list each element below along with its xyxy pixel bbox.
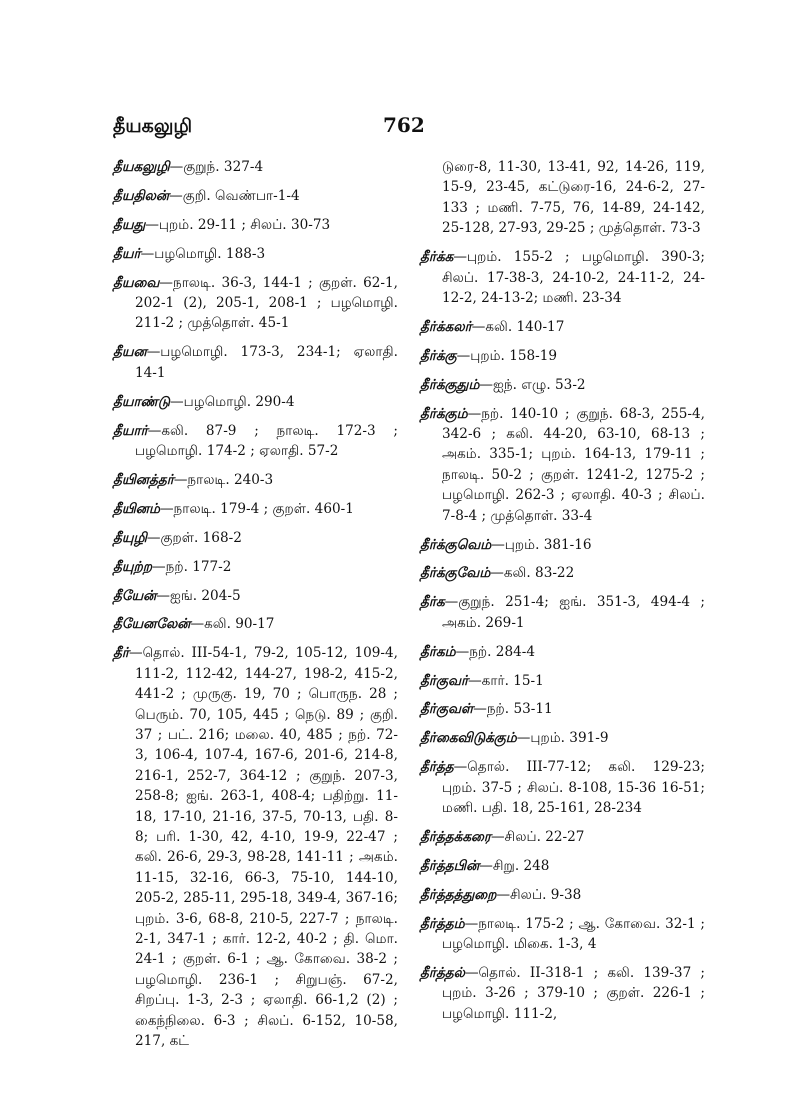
entry-references: சிலப். 9-38 xyxy=(510,886,582,903)
index-entry xyxy=(420,247,705,308)
entry-headword: தீயது xyxy=(113,216,146,233)
index-entry xyxy=(420,535,705,555)
entry-references: கார். 15-1 xyxy=(481,672,544,689)
index-entry xyxy=(420,885,705,905)
entry-dash: — xyxy=(159,274,173,291)
index-entry xyxy=(113,586,398,606)
entry-headword: தீர்த்தல் xyxy=(420,965,465,981)
index-entry xyxy=(420,699,705,719)
entry-references: தொல். II-318-1 ; கலி. 139-37 ; புறம். 3-26 ; 379-10 ; குறள். 226-1 ; பழமொழி. 111-2, xyxy=(442,965,705,1022)
entry-headword: தீர்த்தத்துறை xyxy=(420,886,497,903)
index-entry xyxy=(113,528,398,548)
index-entry xyxy=(420,671,705,691)
index-entry xyxy=(420,375,705,395)
entry-dash: — xyxy=(473,701,487,718)
entry-dash: — xyxy=(169,187,183,204)
entry-dash: — xyxy=(464,965,479,981)
entry-headword: தீயாண்டு xyxy=(113,393,171,410)
entry-dash: — xyxy=(140,245,155,262)
index-entry xyxy=(113,421,398,462)
entry-headword: தீயார் xyxy=(113,422,148,439)
entry-dash: — xyxy=(146,529,161,546)
entry-references: நற். 140-10 ; குறுந். 68-3, 255-4, 342-6 ; கலி. 44-20, 63-10, 68-13 ; அகம். 335-1; புறம். 164-13, 179-11 ; நாலடி. 50-2 ; குறள். 1241-2, 1275-2 ; பழமொழி. 262-3 ; ஏலாதி. 40-3 ; சிலப். 7-8-4 ; முத்தொள். 33-4 xyxy=(442,405,705,524)
entry-headword: தீர்க்குதும் xyxy=(420,376,480,393)
entry-dash: — xyxy=(190,616,205,633)
index-entry xyxy=(420,963,705,1024)
entry-references: குறுந். 251-4; ஐங். 351-3, 494-4 ; அகம். 269-1 xyxy=(442,594,705,631)
entry-headword: தீர்க்கும் xyxy=(420,405,468,422)
index-entry xyxy=(420,346,705,366)
entry-references: நாலடி. 179-4 ; குறள். 460-1 xyxy=(173,500,354,517)
entry-references: நாலடி. 240-3 xyxy=(187,471,274,488)
entry-references: சிலப். 22-27 xyxy=(504,828,585,845)
index-entry xyxy=(113,157,398,177)
index-entry xyxy=(113,614,398,634)
entry-dash: — xyxy=(516,730,531,747)
index-entry xyxy=(113,215,398,235)
entry-references: பழமொழி. 188-3 xyxy=(154,245,266,262)
entry-references: நற். 53-11 xyxy=(486,701,553,718)
entry-headword: தீர்க்க xyxy=(420,249,454,266)
entry-references: கலி. 87-9 ; நாலடி. 172-3 ; பழமொழி. 174-2 ; ஏலாதி. 57-2 xyxy=(135,422,398,459)
entry-headword: தீர்கைவிடுக்கும் xyxy=(420,730,517,747)
running-title: தீயகலுழி xyxy=(113,115,193,137)
index-entry xyxy=(113,470,398,490)
entry-references: தொல். III-54-1, 79-2, 105-12, 109-4, 111-2, 112-42, 144-27, 198-2, 415-2, 441-2 ; முருகு. 19, 70 ; பொருந. 28 ; பெரும். 70, 105, 445 ; நெடு. 89 ; குறி. 37 ; பட். 216; மலை. 40, 485 ; நற். 72-3, 106-4, 107-4, 167-6, 201-6, 214-8, 216-1, 252-7, 364-12 ; குறுந். 207-3, 258-8; ஐங். 263-1, 408-4; பதிற்று. 11-18, 17-10, 21-16, 37-5, 70-13, பதி. 8-8; பரி. 1-30, 42, 4-10, 19-9, 22-47 ; கலி. 26-6, 29-3, 98-28, 141-11 ; அகம். 11-15, 32-16, 66-3, 75-10, 144-10, 205-2, 285-11, 295-18, 349-4, 367-16; புறம். 3-6, 68-8, 210-5, 227-7 ; நாலடி. 2-1, 347-1 ; கார். 12-2, 40-2 ; தி. மொ. 24-1 ; குறள். 6-1 ; ஆ. கோவை. 38-2 ; பழமொழி. 236-1 ; சிறுபஞ். 67-2, சிறப்பு. 1-3, 2-3 ; ஏலாதி. 66-1,2 (2) ; கைந்நிலை. 6-3 ; சிலப். 6-152, 10-58, 217, கட் xyxy=(135,645,398,1050)
entry-dash: — xyxy=(152,558,166,575)
index-entry xyxy=(113,499,398,519)
entry-headword: தீர்கம் xyxy=(420,643,456,660)
entry-headword: தீயுற்ற xyxy=(113,558,153,575)
entry-references: ஐந். எழு. 53-2 xyxy=(492,376,586,393)
entry-dash: — xyxy=(471,318,486,335)
entry-headword: தீர்க்கலர் xyxy=(420,318,472,335)
entry-headword: தீயுழி xyxy=(113,529,147,546)
entry-headword: தீயதிலன் xyxy=(113,187,170,204)
entry-dash: — xyxy=(496,886,511,903)
entry-dash: — xyxy=(173,471,188,488)
entry-references: நாலடி. 175-2 ; ஆ. கோவை. 32-1 ; பழமொழி. மிகை. 1-3, 4 xyxy=(442,915,705,953)
entry-dash: — xyxy=(146,344,161,361)
entry-references: குறுந். 327-4 xyxy=(183,159,264,175)
entry-references: ஐங். 204-5 xyxy=(169,587,241,604)
entry-headword: தீயேனலேன் xyxy=(113,616,191,633)
entry-references: நற். 177-2 xyxy=(165,558,232,575)
entry-dash: — xyxy=(468,672,482,689)
entry-dash: — xyxy=(456,347,471,364)
entry-headword: தீர்த்தம் xyxy=(420,915,465,932)
index-entry xyxy=(420,157,705,239)
entry-headword: தீர்த்தபின் xyxy=(420,857,480,874)
entry-headword: தீயினத்தர் xyxy=(113,471,174,488)
entry-references: குறள். 168-2 xyxy=(160,529,242,546)
entry-dash: — xyxy=(128,645,143,662)
entry-dash: — xyxy=(170,393,184,410)
entry-headword: தீர்க்கு xyxy=(420,347,457,364)
entry-dash: — xyxy=(467,405,482,422)
index-entry xyxy=(113,244,398,264)
entry-references: கலி. 83-22 xyxy=(503,565,575,582)
index-entry xyxy=(420,563,705,583)
entry-references: கலி. 140-17 xyxy=(485,318,565,335)
entry-references: புறம். 155-2 ; பழமொழி. 390-3; சிலப். 17-38-3, 24-10-2, 24-11-2, 24-12-2, 24-13-2; மணி. 23-34 xyxy=(442,249,705,306)
index-entry xyxy=(113,273,398,334)
entry-headword: தீர்த்த xyxy=(420,759,454,776)
index-entry xyxy=(113,186,398,206)
entry-headword: தீயன xyxy=(113,344,147,361)
index-entry xyxy=(113,342,398,383)
entry-dash: — xyxy=(145,216,159,233)
index-entry xyxy=(420,317,705,337)
entry-dash: — xyxy=(464,915,479,932)
entry-references: கலி. 90-17 xyxy=(204,616,275,633)
entry-dash: — xyxy=(455,643,470,660)
right-column xyxy=(420,157,705,1033)
entry-headword: தீயர் xyxy=(113,245,141,262)
entry-headword: தீர்குவள் xyxy=(420,701,474,718)
entry-references: புறம். 29-11 ; சிலப். 30-73 xyxy=(158,216,331,233)
entry-references: நற். 284-4 xyxy=(469,643,535,660)
entry-dash: — xyxy=(490,828,505,845)
entry-references: பழமொழி. 290-4 xyxy=(183,393,295,410)
index-entry xyxy=(420,856,705,876)
entry-headword: தீர் xyxy=(113,645,129,662)
entry-references: தொல். III-77-12; கலி. 129-23; புறம். 37-5 ; சிலப். 8-108, 15-36 16-51; மணி. பதி. 18, 25-161, 28-234 xyxy=(442,759,705,817)
entry-headword: தீயேன் xyxy=(113,587,157,604)
entry-dash: — xyxy=(156,587,170,604)
entry-headword: தீர்த்தக்கரை xyxy=(420,828,491,845)
entry-references: நாலடி. 36-3, 144-1 ; குறள். 62-1, 202-1 (2), 205-1, 208-1 ; பழமொழி. 211-2 ; முத்தொள். 45-1 xyxy=(135,274,398,332)
index-entry xyxy=(420,404,705,526)
entry-dash: — xyxy=(479,376,493,393)
entry-dash: — xyxy=(490,565,504,582)
entry-references: சிறு. 248 xyxy=(492,857,550,874)
entry-headword: தீர்க்குவேம் xyxy=(420,565,491,582)
index-entry xyxy=(420,592,705,633)
entry-headword: தீர்க xyxy=(420,594,445,611)
index-entry xyxy=(113,557,398,577)
entry-dash: — xyxy=(491,536,505,553)
index-entry xyxy=(420,757,705,818)
index-entry xyxy=(420,642,705,662)
entry-references: புறம். 158-19 xyxy=(470,347,558,364)
index-entry xyxy=(420,914,705,955)
index-entry xyxy=(420,827,705,847)
entry-dash: — xyxy=(159,500,174,517)
page-number: 762 xyxy=(383,113,425,137)
entry-dash: — xyxy=(453,759,468,776)
entry-headword: தீயினம் xyxy=(113,500,160,517)
index-entry xyxy=(113,392,398,412)
entry-dash: — xyxy=(169,159,184,175)
entry-dash: — xyxy=(147,422,162,439)
index-entry xyxy=(113,643,398,1051)
entry-references: குறி. வெண்பா-1-4 xyxy=(182,187,300,204)
entry-headword: தீயவை xyxy=(113,274,160,291)
entry-references: டுரை-8, 11-30, 13-41, 92, 14-26, 119, 15-9, 23-45, கட்டுரை-16, 24-6-2, 27-133 ; மணி. 7-75, 76, 14-89, 24-142, 25-128, 27-93, 29-25 ; முத்தொள். 73-3 xyxy=(442,159,705,237)
entry-references: பழமொழி. 173-3, 234-1; ஏலாதி. 14-1 xyxy=(135,344,398,381)
left-column xyxy=(113,157,398,1060)
entry-references: புறம். 381-16 xyxy=(504,536,592,553)
entry-headword: தீர்க்குவெம் xyxy=(420,536,492,553)
index-entry xyxy=(420,728,705,748)
entry-headword: தீர்குவர் xyxy=(420,672,469,689)
entry-dash: — xyxy=(453,249,467,266)
entry-references: புறம். 391-9 xyxy=(530,730,609,747)
entry-dash: — xyxy=(479,857,493,874)
entry-dash: — xyxy=(444,594,459,611)
entry-headword: தீயகலுழி xyxy=(113,159,170,175)
